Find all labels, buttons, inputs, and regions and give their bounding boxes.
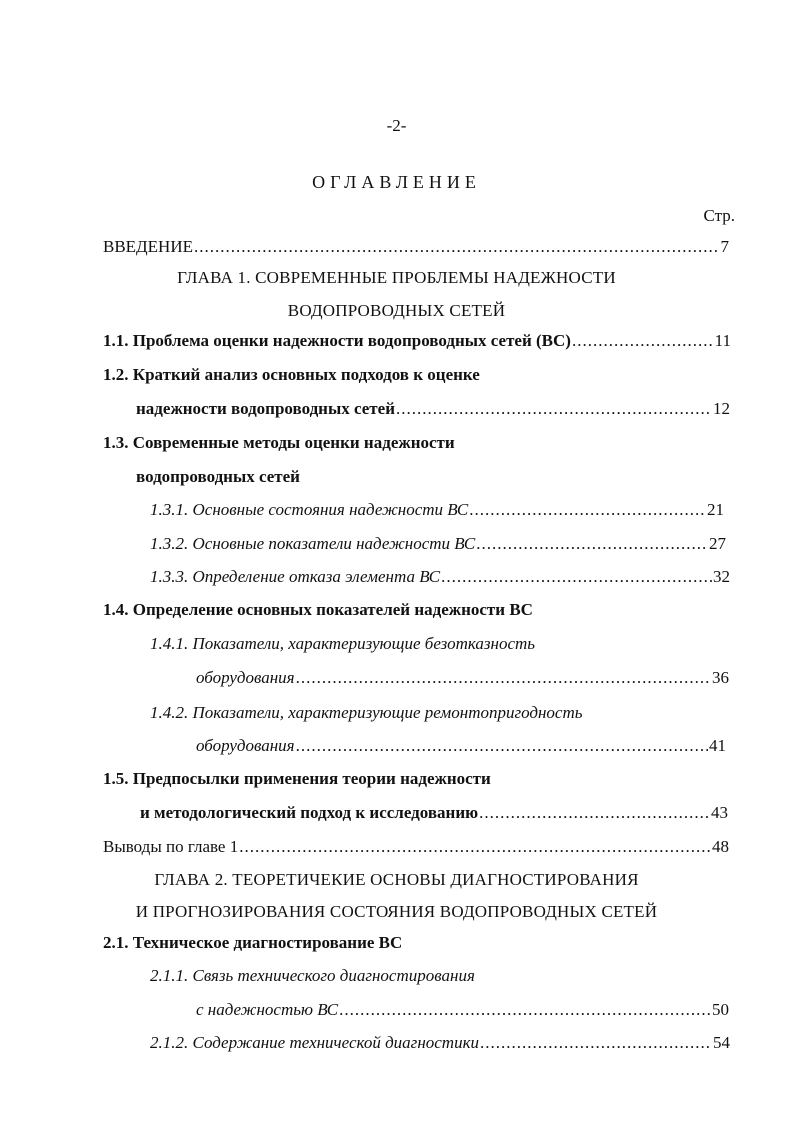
toc-entry-label: 1.3.1. Основные состояния надежности ВС: [150, 500, 469, 519]
toc-entry-1-5-line-1: 1.5. Предпосылки применения теории надежности: [103, 769, 491, 788]
toc-entry-chapter-1-conclusions[interactable]: [103, 836, 729, 858]
toc-entry-page: 11: [714, 331, 731, 350]
toc-entry-1-2[interactable]: [136, 398, 730, 420]
dot-leader: [476, 533, 708, 555]
toc-entry-1-2-line-1: 1.2. Краткий анализ основных подходов к оценке: [103, 365, 480, 384]
toc-entry-label: и методологический подход к исследованию: [140, 803, 479, 822]
toc-entry-page: 32: [713, 567, 730, 586]
toc-entry-page: 36: [712, 668, 729, 687]
toc-entry-label: 2.1.2. Содержание технической диагностики: [150, 1033, 480, 1052]
toc-entry-2-1[interactable]: 2.1. Техническое диагностирование ВС: [103, 933, 403, 952]
dot-leader: [441, 566, 712, 588]
toc-entry-page: 41: [709, 736, 726, 755]
dot-leader: [194, 236, 720, 258]
toc-entry-page: 12: [713, 399, 730, 418]
toc-entry-1-4-1[interactable]: [196, 667, 729, 689]
toc-entry-page: 54: [713, 1033, 730, 1052]
toc-entry-1-3-1[interactable]: [150, 499, 724, 521]
dot-leader: [239, 836, 711, 858]
toc-entry-label: Выводы по главе 1: [103, 837, 239, 856]
toc-entry-1-5[interactable]: [140, 802, 728, 824]
toc-entry-label: надежности водопроводных сетей: [136, 399, 395, 418]
chapter-2-heading-line-1: ГЛАВА 2. ТЕОРЕТИЧЕКИЕ ОСНОВЫ ДИАГНОСТИРОВАНИЯ: [154, 870, 639, 889]
toc-entry-1-3-3[interactable]: [150, 566, 730, 588]
toc-entry-label: ВВЕДЕНИЕ: [103, 237, 193, 256]
dot-leader: [479, 802, 710, 824]
toc-entry-page: 27: [709, 534, 726, 553]
page-number: -2-: [386, 116, 407, 135]
dot-leader: [396, 398, 712, 420]
toc-entry-label: 1.3.2. Основные показатели надежности ВС: [150, 534, 476, 553]
toc-entry-2-1-1-line-1: 2.1.1. Связь технического диагностирования: [150, 966, 475, 985]
toc-entry-label: 1.1. Проблема оценки надежности водопроводных сетей (ВС): [103, 331, 571, 350]
toc-entry-page: 7: [720, 237, 729, 256]
toc-entry-1-1[interactable]: [103, 330, 731, 352]
toc-entry-label: оборудования: [196, 736, 295, 755]
toc-entry-page: 43: [711, 803, 728, 822]
toc-entry-1-4[interactable]: 1.4. Определение основных показателей надежности ВС: [103, 600, 533, 619]
toc-entry-label: с надежностью ВС: [196, 1000, 339, 1019]
toc-entry-page: 50: [712, 1000, 729, 1019]
dot-leader: [572, 330, 714, 352]
toc-entry-1-4-2-line-1: 1.4.2. Показатели, характеризующие ремонтопригодность: [150, 703, 583, 722]
toc-entry-2-1-1[interactable]: [196, 999, 729, 1021]
chapter-2-heading-line-2: И ПРОГНОЗИРОВАНИЯ СОСТОЯНИЯ ВОДОПРОВОДНЫХ СЕТЕЙ: [135, 902, 658, 921]
toc-entry-2-1-2[interactable]: [150, 1032, 730, 1054]
page-column-label: Стр.: [703, 206, 735, 225]
toc-entry-page: 21: [707, 500, 724, 519]
toc-entry-1-3-line-1: 1.3. Современные методы оценки надежности: [103, 433, 455, 452]
toc-entry-label: оборудования: [196, 668, 295, 687]
toc-entry-1-3-2[interactable]: [150, 533, 726, 555]
toc-entry-page: 48: [712, 837, 729, 856]
toc-entry-intro[interactable]: [103, 236, 729, 258]
toc-entry-label: 1.3.3. Определение отказа элемента ВС: [150, 567, 441, 586]
dot-leader: [469, 499, 706, 521]
toc-entry-1-4-2[interactable]: [196, 735, 726, 757]
chapter-1-heading-line-1: ГЛАВА 1. СОВРЕМЕННЫЕ ПРОБЛЕМЫ НАДЕЖНОСТИ: [177, 268, 616, 287]
toc-title: ОГЛАВЛЕНИЕ: [312, 172, 481, 192]
dot-leader: [296, 667, 711, 689]
dot-leader: [296, 735, 708, 757]
toc-entry-1-3-line-2: водопроводных сетей: [136, 467, 300, 486]
dot-leader: [480, 1032, 712, 1054]
chapter-1-heading-line-2: ВОДОПРОВОДНЫХ СЕТЕЙ: [287, 301, 506, 320]
toc-entry-1-4-1-line-1: 1.4.1. Показатели, характеризующие безотказность: [150, 634, 536, 653]
dot-leader: [339, 999, 711, 1021]
